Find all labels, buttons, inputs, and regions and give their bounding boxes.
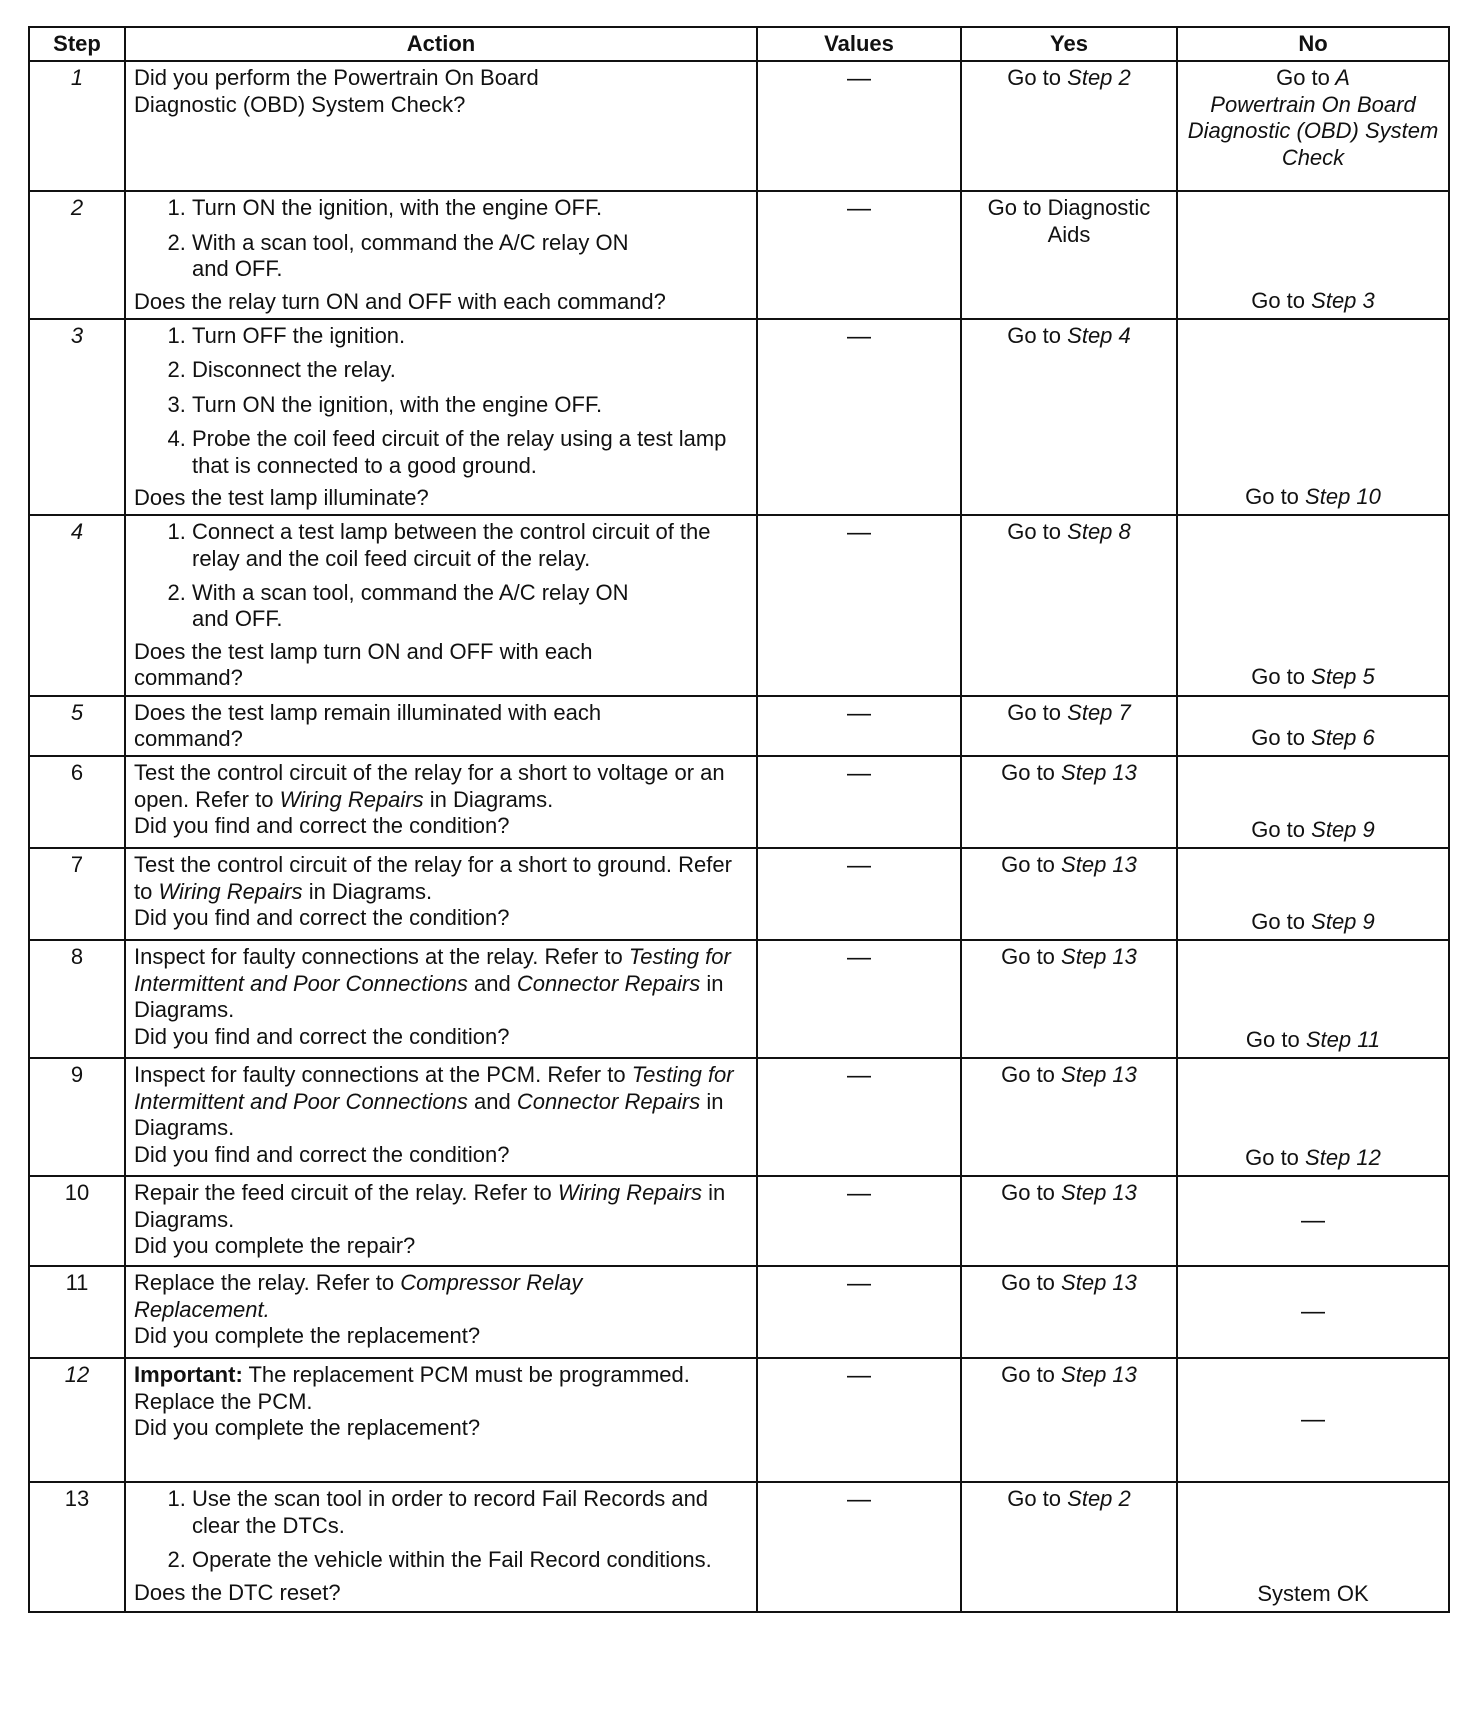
action-question: Does the DTC reset? [134, 1579, 341, 1605]
goto-text: Go to [1007, 322, 1062, 348]
header-no: No [1177, 27, 1449, 61]
action-steps [134, 519, 748, 633]
goto-text: Go to [1251, 817, 1306, 843]
goto-text: Go to [1245, 483, 1299, 509]
action-text-part: Inspect for faulty connections at the relay. Refer to [134, 944, 623, 970]
action-cell [125, 1058, 757, 1176]
step-link[interactable]: Step 5 [1311, 664, 1375, 690]
action-text [134, 944, 748, 1023]
diagnostic-table [28, 26, 1450, 1613]
action-cell [125, 1266, 757, 1358]
values-cell: — [757, 191, 961, 319]
action-text-part: in Diagrams. [308, 878, 433, 904]
action-step: 2. With a scan tool, command the A/C relay ON and OFF. [192, 230, 748, 283]
table-row [29, 1482, 1449, 1612]
values-cell: — [757, 1266, 961, 1358]
action-text: Replace the PCM. [134, 1388, 313, 1414]
step-number: 6 [29, 756, 125, 848]
values-cell: — [757, 940, 961, 1058]
no-cell [1177, 191, 1449, 319]
table-row [29, 515, 1449, 695]
no-cell [1177, 940, 1449, 1058]
step-link[interactable]: Step 12 [1305, 1145, 1381, 1171]
goto-text: Go to [1007, 519, 1062, 545]
reference-link[interactable]: Wiring Repairs [557, 1180, 702, 1206]
reference-link[interactable]: Powertrain On Board Diagnostic (OBD) System Check [1187, 91, 1439, 170]
goto-text: Go to [1245, 1145, 1299, 1171]
step-number: 11 [29, 1266, 125, 1358]
values-cell: — [757, 1482, 961, 1612]
values-cell: — [757, 319, 961, 515]
yes-cell [961, 191, 1177, 319]
system-ok-text: System OK [1257, 1581, 1369, 1607]
action-cell [125, 1482, 757, 1612]
step-number: 9 [29, 1058, 125, 1176]
goto-text: Go to [1001, 1180, 1055, 1206]
reference-link[interactable]: Wiring Repairs [279, 786, 424, 812]
step-number: 10 [29, 1176, 125, 1266]
goto-text: Go to [1251, 287, 1306, 313]
no-cell [1177, 696, 1449, 757]
action-step: 2. Operate the vehicle within the Fail Record conditions. [192, 1547, 748, 1573]
action-text-part: Test the control circuit of the relay for a short to ground. Refer to [134, 852, 732, 904]
yes-cell [961, 756, 1177, 848]
goto-text: Go to [1001, 1362, 1055, 1388]
step-link[interactable]: Step 2 [1067, 1486, 1131, 1512]
values-cell: — [757, 515, 961, 695]
action-step: 1. Turn ON the ignition, with the engine OFF. [192, 195, 748, 221]
step-link[interactable]: Step 3 [1311, 287, 1375, 313]
goto-text: Go to [1007, 1486, 1062, 1512]
action-step: 2. With a scan tool, command the A/C relay ON and OFF. [192, 580, 748, 633]
yes-cell [961, 1058, 1177, 1176]
step-link[interactable]: Step 13 [1061, 1362, 1137, 1388]
action-step: 4. Probe the coil feed circuit of the relay using a test lamp that is connected to a good ground. [192, 426, 748, 479]
action-text [134, 1062, 748, 1141]
table-row [29, 1176, 1449, 1266]
action-question: Does the relay turn ON and OFF with each command? [134, 288, 666, 314]
no-cell [1177, 1482, 1449, 1612]
header-values: Values [757, 27, 961, 61]
values-cell: — [757, 1358, 961, 1482]
yes-cell [961, 1482, 1177, 1612]
step-link[interactable]: Step 13 [1061, 1270, 1137, 1296]
important-label: Important: [134, 1362, 243, 1388]
action-step: 1. Use the scan tool in order to record Fail Records and clear the DTCs. [192, 1486, 748, 1539]
action-cell [125, 1358, 757, 1482]
action-cell [125, 940, 757, 1058]
yes-cell [961, 319, 1177, 515]
step-link[interactable]: Step 13 [1061, 760, 1137, 786]
step-link[interactable]: Step 7 [1067, 699, 1131, 725]
step-link[interactable]: Step 13 [1061, 944, 1137, 970]
step-number: 4 [29, 515, 125, 695]
reference-link[interactable]: Testing for Intermittent and Poor Connections [134, 1062, 734, 1114]
step-link[interactable]: Step 9 [1311, 817, 1375, 843]
action-question: Did you find and correct the condition? [134, 1023, 510, 1049]
important-text: The replacement PCM must be programmed. [248, 1362, 690, 1388]
action-step: 2. Disconnect the relay. [192, 357, 748, 383]
yes-cell [961, 1176, 1177, 1266]
table-row [29, 756, 1449, 848]
no-cell: — [1177, 1176, 1449, 1266]
reference-link[interactable]: Connector Repairs [516, 970, 701, 996]
no-cell [1177, 1058, 1449, 1176]
yes-cell [961, 515, 1177, 695]
no-cell [1177, 319, 1449, 515]
action-step: 1. Connect a test lamp between the control circuit of the relay and the coil feed circuit of the relay. [192, 519, 748, 572]
action-step: 3. Turn ON the ignition, with the engine OFF. [192, 392, 748, 418]
action-cell [125, 756, 757, 848]
header-row [29, 27, 1449, 61]
step-link[interactable]: Step 8 [1067, 519, 1131, 545]
values-cell: — [757, 756, 961, 848]
table-row [29, 1358, 1449, 1482]
values-cell: — [757, 61, 961, 191]
step-number: 12 [29, 1358, 125, 1482]
action-text-part: in Diagrams. [134, 1088, 724, 1141]
no-cell [1177, 515, 1449, 695]
values-cell: — [757, 848, 961, 940]
action-text-part: Repair the feed circuit of the relay. Refer to [134, 1180, 552, 1206]
goto-text: Go to [1001, 760, 1055, 786]
goto-text: Go to [1007, 699, 1062, 725]
action-text [134, 852, 748, 905]
step-link[interactable]: Step 11 [1305, 1027, 1381, 1053]
step-number: 5 [29, 696, 125, 757]
action-text-part: and [473, 970, 511, 996]
action-text-part: Test the control circuit of the relay for a short to voltage or an open. Refer to [134, 760, 725, 812]
action-question: Does the test lamp illuminate? [134, 484, 429, 510]
table-row [29, 1266, 1449, 1358]
action-cell [125, 1176, 757, 1266]
action-question: Did you find and correct the condition? [134, 813, 510, 839]
table-row [29, 191, 1449, 319]
action-steps [134, 195, 748, 282]
table-row [29, 319, 1449, 515]
action-question: Did you complete the replacement? [134, 1415, 481, 1441]
goto-text: Go to [1001, 852, 1055, 878]
action-cell [125, 696, 757, 757]
yes-cell [961, 940, 1177, 1058]
action-text: Does the test lamp remain illuminated with each command? [134, 699, 602, 752]
goto-text: Go to [1276, 65, 1330, 91]
action-text-part: Replace the relay. Refer to [134, 1270, 395, 1296]
important-note [134, 1362, 748, 1388]
goto-text: Go to [1251, 664, 1306, 690]
goto-text: Go to [1251, 909, 1306, 935]
action-question: Does the test lamp turn ON and OFF with each command? [134, 638, 593, 691]
no-cell [1177, 756, 1449, 848]
action-text-part: and [473, 1088, 511, 1114]
step-number: 1 [29, 61, 125, 191]
step-number: 3 [29, 319, 125, 515]
action-steps [134, 1486, 748, 1573]
goto-text: Go to [1001, 1270, 1055, 1296]
values-cell: — [757, 1058, 961, 1176]
yes-cell [961, 1266, 1177, 1358]
step-number: 13 [29, 1482, 125, 1612]
reference-link[interactable]: Compressor Relay Replacement. [134, 1270, 583, 1322]
action-question: Did you complete the repair? [134, 1233, 416, 1259]
table-row [29, 940, 1449, 1058]
step-number: 7 [29, 848, 125, 940]
action-cell [125, 515, 757, 695]
diagnostic-aids-link[interactable]: Go to Diagnostic Aids [987, 195, 1151, 247]
step-number: 2 [29, 191, 125, 319]
step-number: 8 [29, 940, 125, 1058]
reference-link[interactable]: A [1335, 65, 1350, 91]
action-step: 1. Turn OFF the ignition. [192, 323, 748, 349]
header-action: Action [125, 27, 757, 61]
action-text: Did you perform the Powertrain On Board Diagnostic (OBD) System Check? [134, 65, 539, 117]
goto-text: Go to [1251, 725, 1306, 751]
no-cell: — [1177, 1266, 1449, 1358]
table-row [29, 848, 1449, 940]
action-text [134, 1270, 748, 1323]
header-step: Step [29, 27, 125, 61]
action-question: Did you complete the replacement? [134, 1323, 481, 1349]
reference-link[interactable]: Testing for Intermittent and Poor Connections [134, 944, 731, 996]
reference-link[interactable]: Connector Repairs [516, 1088, 701, 1114]
yes-cell [961, 1358, 1177, 1482]
action-text-part: Inspect for faulty connections at the PCM. Refer to [134, 1062, 626, 1088]
action-text-part: in Diagrams. [134, 1180, 726, 1232]
action-text [134, 760, 748, 813]
action-cell [125, 319, 757, 515]
reference-link[interactable]: Wiring Repairs [158, 878, 303, 904]
step-link[interactable]: Step 4 [1067, 322, 1131, 348]
action-steps [134, 323, 748, 479]
yes-cell [961, 61, 1177, 191]
goto-text: Go to [1007, 65, 1062, 91]
action-text-part: in Diagrams. [429, 786, 554, 812]
table-row [29, 696, 1449, 757]
yes-cell [961, 696, 1177, 757]
step-link[interactable]: Step 13 [1061, 1062, 1137, 1088]
step-link[interactable]: Step 10 [1305, 483, 1381, 509]
goto-text: Go to [1001, 1062, 1055, 1088]
step-link[interactable]: Step 6 [1311, 725, 1375, 751]
action-question: Did you find and correct the condition? [134, 905, 510, 931]
goto-text: Go to [1245, 1027, 1300, 1053]
no-cell [1177, 61, 1449, 191]
goto-text: Go to [1001, 944, 1055, 970]
action-cell [125, 848, 757, 940]
yes-cell [961, 848, 1177, 940]
values-cell: — [757, 696, 961, 757]
step-link[interactable]: Step 9 [1311, 909, 1375, 935]
header-yes: Yes [961, 27, 1177, 61]
step-link[interactable]: Step 13 [1061, 852, 1137, 878]
no-cell [1177, 848, 1449, 940]
action-cell [125, 61, 757, 191]
no-cell: — [1177, 1358, 1449, 1482]
step-link[interactable]: Step 2 [1067, 65, 1131, 91]
action-question: Did you find and correct the condition? [134, 1141, 510, 1167]
action-text-part: in Diagrams. [134, 970, 724, 1023]
table-row [29, 61, 1449, 191]
values-cell: — [757, 1176, 961, 1266]
action-cell [125, 191, 757, 319]
table-row [29, 1058, 1449, 1176]
step-link[interactable]: Step 13 [1061, 1180, 1137, 1206]
action-text [134, 1180, 748, 1233]
